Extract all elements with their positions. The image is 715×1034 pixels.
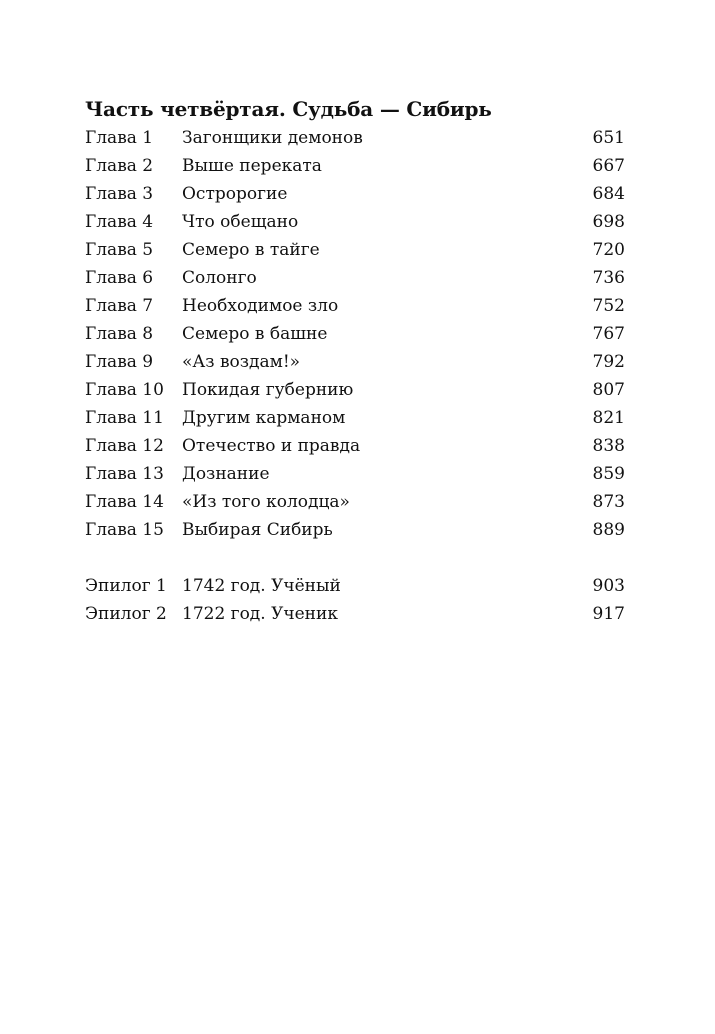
- chapter-title: Выше переката: [182, 156, 322, 176]
- epilogue-title: 1742 год. Учёный: [182, 576, 341, 596]
- toc-entry: [85, 516, 625, 544]
- page-number: 838: [592, 436, 625, 456]
- page-number: 889: [592, 520, 625, 540]
- chapter-list: [85, 124, 625, 544]
- page-number: 807: [592, 380, 625, 400]
- chapter-title: Дознание: [182, 464, 270, 484]
- page-number: 903: [592, 576, 625, 596]
- toc-entry: [85, 124, 625, 152]
- toc-entry: [85, 180, 625, 208]
- page-number: 821: [592, 408, 625, 428]
- toc-entry: [85, 208, 625, 236]
- page-number: 698: [592, 212, 625, 232]
- toc-entry: [85, 376, 625, 404]
- toc-entry: [85, 572, 625, 600]
- epilogue-list: [85, 572, 625, 628]
- page-number: 667: [592, 156, 625, 176]
- page-number: 917: [592, 604, 625, 624]
- chapter-title: Другим карманом: [182, 408, 346, 428]
- chapter-label: Глава 1: [85, 128, 154, 148]
- toc-entry: [85, 460, 625, 488]
- chapter-title: Что обещано: [182, 212, 299, 232]
- page-number: 767: [592, 324, 625, 344]
- toc-entry: [85, 320, 625, 348]
- epilogue-title: 1722 год. Ученик: [182, 604, 338, 624]
- table-of-contents: [85, 96, 625, 628]
- chapter-title: Отечество и правда: [182, 436, 361, 456]
- toc-entry: [85, 404, 625, 432]
- page-number: 873: [592, 492, 625, 512]
- toc-entry: [85, 152, 625, 180]
- chapter-label: Глава 9: [85, 352, 154, 372]
- toc-entry: [85, 264, 625, 292]
- toc-entry: [85, 236, 625, 264]
- chapter-label: Глава 6: [85, 268, 154, 288]
- chapter-label: Глава 15: [85, 520, 164, 540]
- toc-entry: [85, 292, 625, 320]
- chapter-title: Остророгие: [182, 184, 288, 204]
- page-number: 752: [592, 296, 625, 316]
- chapter-label: Глава 10: [85, 380, 164, 400]
- chapter-title: Выбирая Сибирь: [182, 520, 333, 540]
- epilogue-label: Эпилог 2: [85, 604, 167, 624]
- toc-entry: [85, 348, 625, 376]
- chapter-label: Глава 7: [85, 296, 154, 316]
- chapter-title: «Аз воздам!»: [182, 352, 301, 372]
- chapter-title: Загонщики демонов: [182, 128, 363, 148]
- part-title: Часть четвёртая. Судьба — Сибирь: [85, 97, 492, 121]
- chapter-label: Глава 5: [85, 240, 154, 260]
- toc-entry: [85, 600, 625, 628]
- toc-entry: [85, 488, 625, 516]
- section-spacer: [85, 544, 625, 572]
- chapter-label: Глава 11: [85, 408, 164, 428]
- chapter-label: Глава 3: [85, 184, 154, 204]
- chapter-title: Семеро в тайге: [182, 240, 320, 260]
- page-number: 859: [592, 464, 625, 484]
- chapter-label: Глава 12: [85, 436, 164, 456]
- page-number: 651: [592, 128, 625, 148]
- chapter-title: Солонго: [182, 268, 257, 288]
- chapter-label: Глава 13: [85, 464, 164, 484]
- page-number: 720: [592, 240, 625, 260]
- chapter-label: Глава 14: [85, 492, 164, 512]
- page-number: 684: [592, 184, 625, 204]
- chapter-label: Глава 8: [85, 324, 154, 344]
- page-number: 792: [592, 352, 625, 372]
- chapter-title: Покидая губернию: [182, 380, 354, 400]
- chapter-label: Глава 4: [85, 212, 154, 232]
- chapter-title: Семеро в башне: [182, 324, 328, 344]
- epilogue-label: Эпилог 1: [85, 576, 167, 596]
- page-number: 736: [592, 268, 625, 288]
- chapter-title: «Из того колодца»: [182, 492, 350, 512]
- chapter-title: Необходимое зло: [182, 296, 339, 316]
- toc-entry: [85, 432, 625, 460]
- chapter-label: Глава 2: [85, 156, 154, 176]
